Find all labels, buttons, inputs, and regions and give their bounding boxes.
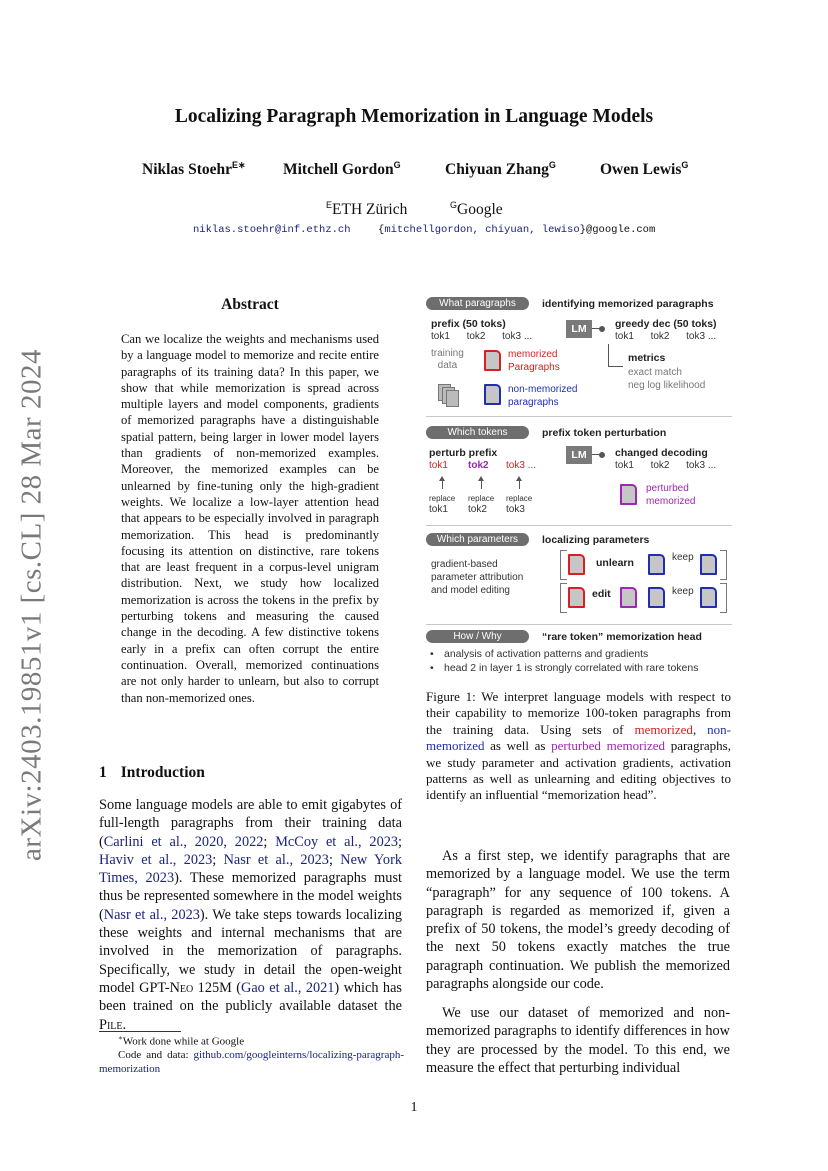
- author-1: Niklas Stoehr$^{E∗}$: [142, 160, 246, 179]
- prefix-label: prefix (50 toks): [431, 318, 506, 330]
- perturb-tok3: tok3 ...: [506, 460, 537, 471]
- pill-how-why: How / Why: [426, 630, 529, 643]
- figure-1: [420, 292, 738, 682]
- unlearn-doc-icon: [568, 554, 585, 575]
- section-head-identifying: identifying memorized paragraphs: [542, 298, 714, 310]
- citation-nasr-2[interactable]: Nasr et al., 2023: [103, 906, 200, 923]
- pill-which-tokens: Which tokens: [426, 426, 529, 439]
- connector-dot-2: [599, 452, 605, 458]
- bracket-right-2: [720, 583, 727, 613]
- keep-doc-icon-4: [700, 587, 717, 608]
- body-paragraph-2: We use our dataset of memorized and non-memorized paragraphs to identify differences in how they are processed by the model. To this end, we measure the effect that perturbing individual: [426, 1005, 730, 1076]
- replace-tok1: tok1: [429, 504, 448, 515]
- prefix-tokens: tok1 tok2 tok3 ...: [431, 331, 533, 342]
- abstract-text: Can we localize the weights and mechanisms used by a language model to memorize and recite entire paragraphs of its training data? In this paper, we show that while memorization is spread across multiple layers and model components, gradients of memorized paragraphs have a distinguishable spatial pattern, being larger in lower model layers than gradients of non-memorized examples. Moreover, the memorized examples can be unlearned by fine-tuning only the high-gradient weights. We localize a low-layer attention head that appears to be especially involved in paragraph memorization. This head is predominantly focusing its attention on distinctive, rare tokens that are least frequent in a corpus-level unigram distribution. Next, we study how localized memorization is across the tokens in the prefix by perturbing tokens and measuring the caused change in the decoding. A few distinctive tokens early in a prefix can often corrupt the entire continuation. Overall, memorized continuations are not only harder to unlearn, but also to corrupt than non-memorized ones.: [121, 332, 379, 705]
- affiliation-google: $^G$Google: [450, 200, 503, 219]
- replace-label-1: replace: [429, 494, 456, 503]
- email-google[interactable]: {mitchellgordon, chiyuan, lewiso}@google.com: [378, 224, 656, 236]
- replace-tok2: tok2: [468, 504, 487, 515]
- citation-haviv[interactable]: Haviv et al., 2023: [99, 851, 213, 868]
- paper-title: Localizing Paragraph Memorization in Language Models: [174, 106, 654, 127]
- footnote-rule: [99, 1031, 181, 1032]
- replace-label-3: replace: [506, 494, 533, 503]
- greedy-tokens: tok1 tok2 tok3 ...: [615, 331, 717, 342]
- perturbed-doc-icon: [620, 484, 637, 505]
- arxiv-stamp: arXiv:2403.19851v1 [cs.CL] 28 Mar 2024: [15, 349, 48, 861]
- author-2: Mitchell Gordon$^G$: [283, 160, 401, 179]
- section-head-rare-token: “rare token” memorization head: [542, 631, 702, 643]
- perturb-tok1: tok1: [429, 460, 448, 471]
- pill-what-paragraphs: What paragraphs: [426, 297, 529, 310]
- figure-caption: Figure 1: We interpret language models with respect to their capability to memorize 100-token paragraphs from the training data. Using sets of memorized, non-memorized as well as perturbed memorized paragraphs, we study parameter and activation gradients, activation patterns as well as unlearning and editing objectives to identify an influential “memorization head”.: [426, 689, 732, 803]
- author-4: Owen Lewis$^G$: [600, 160, 689, 179]
- edit-doc-icon: [568, 587, 585, 608]
- intro-paragraph: Some language models are able to emit gigabytes of full-length paragraphs from their training data (Carlini et al., 2020, 2022; McCoy et al., 2023; Haviv et al., 2023; Nasr et al., 2023; New York Times, 2023). These memorized paragraphs must thus be represented somewhere in the model weights (Nasr et al., 2023). We take steps towards localizing these weights and internal mechanisms that are involved in the memorization of paragraphs. Specifically, we study in detail the open-weight model GPT-Neo 125M (Gao et al., 2021) which has been trained on the publicly available dataset the Pile.: [99, 797, 402, 1033]
- bracket-left-1: [560, 550, 567, 580]
- up-arrow-3: [519, 479, 520, 489]
- non-memorized-label: non-memorized paragraphs: [508, 384, 578, 408]
- section-heading-intro: 1 Introduction: [99, 764, 205, 781]
- unlearn-label: unlearn: [596, 557, 634, 569]
- doc-stack-3: [446, 390, 459, 407]
- keep-doc-icon-3: [648, 587, 665, 608]
- citation-nyt[interactable]: New York Times, 2023: [99, 851, 402, 887]
- keep-doc-icon-2: [700, 554, 717, 575]
- perturb-label: perturb prefix: [429, 447, 498, 459]
- metrics-list: exact match neg log likelihood: [628, 367, 706, 391]
- keep-doc-icon-1: [648, 554, 665, 575]
- gradient-description: gradient-based parameter attribution and model editing: [431, 559, 524, 596]
- abstract-heading: Abstract: [221, 296, 279, 313]
- replace-label-2: replace: [468, 494, 495, 503]
- separator-1: [426, 416, 732, 417]
- citation-mccoy[interactable]: McCoy et al., 2023: [275, 833, 399, 850]
- email-eth[interactable]: niklas.stoehr@inf.ethz.ch: [193, 224, 351, 236]
- separator-3: [426, 624, 732, 625]
- bullet-2: • head 2 in layer 1 is strongly correlated with rare tokens: [444, 662, 698, 674]
- memorized-label: memorized Paragraphs: [508, 349, 560, 373]
- footnote-1: ∗Work done while at Google: [118, 1034, 245, 1048]
- lm-box: LM: [566, 320, 592, 338]
- lm-box-2: LM: [566, 446, 592, 464]
- keep-label-1: keep: [672, 552, 694, 563]
- training-data-label: training data: [431, 348, 464, 371]
- metrics-arrow: [608, 344, 623, 367]
- connector-dot: [599, 326, 605, 332]
- edit-target-doc-icon: [620, 587, 637, 608]
- citation-carlini[interactable]: Carlini et al., 2020, 2022: [103, 833, 264, 850]
- perturb-tok2: tok2: [468, 460, 489, 471]
- non-memorized-doc-icon: [484, 384, 501, 405]
- changed-tokens: tok1 tok2 tok3 ...: [615, 460, 717, 471]
- page-number: 1: [410, 1100, 418, 1115]
- citation-nasr[interactable]: Nasr et al., 2023: [223, 851, 329, 868]
- footnote-code: Code and data: github.com/googleinterns/localizing-paragraph-memorization: [99, 1049, 404, 1075]
- replace-tok3: tok3: [506, 504, 525, 515]
- changed-label: changed decoding: [615, 447, 708, 459]
- citation-gao[interactable]: Gao et al., 2021: [241, 979, 335, 996]
- section-head-perturbation: prefix token perturbation: [542, 427, 667, 439]
- bullet-1: • analysis of activation patterns and gradients: [444, 648, 648, 660]
- author-3: Chiyuan Zhang$^G$: [445, 160, 556, 179]
- body-paragraph-1: As a first step, we identify paragraphs that are memorized by a language model. We use the term “paragraph” for any sequence of 100 tokens. A paragraph is regarded as memorized if, given a prefix of 50 tokens, the model’s greedy decoding of the next 50 tokens exactly matches the true paragraph continuation. We publish the memorized paragraphs alongside our code.: [426, 848, 730, 993]
- edit-label: edit: [592, 588, 611, 600]
- memorized-doc-icon: [484, 350, 501, 371]
- affiliation-eth: $^E$ETH Zürich: [326, 200, 408, 219]
- up-arrow-1: [442, 479, 443, 489]
- perturbed-label: perturbed memorized: [646, 483, 696, 507]
- up-arrow-2: [481, 479, 482, 489]
- code-link[interactable]: github.com/googleinterns/localizing-paragraph-memorization: [99, 1049, 404, 1075]
- greedy-label: greedy dec (50 toks): [615, 318, 717, 330]
- separator-2: [426, 525, 732, 526]
- section-head-localizing: localizing parameters: [542, 534, 650, 546]
- bracket-left-2: [560, 583, 567, 613]
- pill-which-parameters: Which parameters: [426, 533, 529, 546]
- metrics-heading: metrics: [628, 352, 666, 364]
- keep-label-2: keep: [672, 586, 694, 597]
- bracket-right-1: [720, 550, 727, 580]
